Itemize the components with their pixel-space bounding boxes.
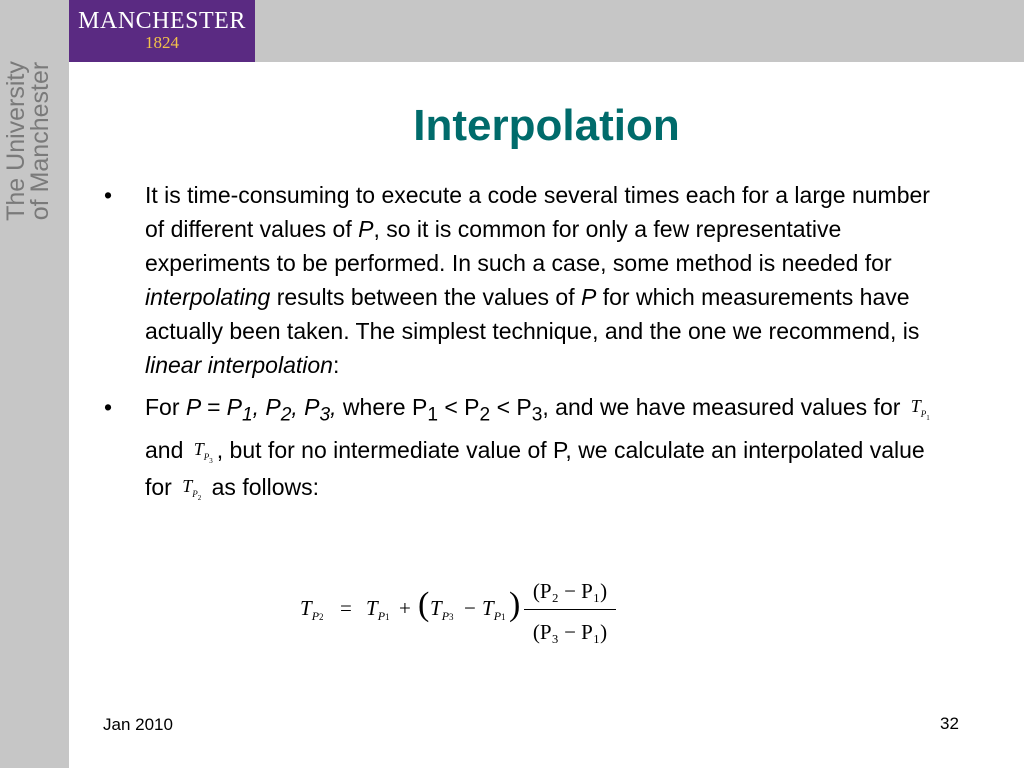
bullet1-text-c: results between the values of	[270, 284, 581, 310]
slide-title: Interpolation	[413, 101, 680, 150]
bullet2-for: For	[145, 394, 186, 420]
bullet2-text-c: as follows:	[205, 473, 320, 500]
footer-date: Jan 2010	[103, 715, 173, 734]
symbol-t-p1: $T_{P_1}$	[910, 396, 930, 422]
equation-lhs: $T_{P2}$	[300, 596, 324, 624]
manchester-logo	[69, 0, 255, 62]
bullet1-text-d: for which measurements have actually been taken. The simplest technique, and the one we recommend, is	[145, 284, 920, 344]
fraction-denominator: (P₃ − P₁)	[532, 620, 608, 644]
page-number: 32	[940, 714, 959, 733]
equation-close-paren: )	[509, 586, 521, 623]
equation-plus: +	[399, 596, 411, 620]
fraction-bar	[524, 609, 616, 610]
bullet1-var-p: P	[358, 216, 374, 242]
vertical-brand-line1: The University	[2, 61, 30, 221]
vertical-brand-line2: of Manchester	[26, 61, 54, 221]
equation-open-paren: (	[418, 586, 430, 623]
bullet2-and: and	[145, 436, 190, 463]
symbol-t-p2: $T_{P_2}$	[182, 475, 202, 502]
equation-minus: −	[464, 596, 476, 620]
logo-year: 1824	[145, 33, 179, 52]
bullet1-text-e: :	[332, 352, 340, 378]
logo-name: MANCHESTER	[78, 8, 246, 34]
bullet-1	[100, 178, 950, 382]
bullet1-text-b: , so it is common for only a few representative experiments to be performed. In such a case, some method is needed for	[145, 216, 892, 276]
bullet1-emphasis-linear: linear interpolation	[145, 352, 333, 378]
bullet2-where: where P	[336, 394, 428, 420]
bullet1-var-p2: P	[581, 284, 597, 310]
equation-t-p3: $T_{P3}$	[430, 596, 454, 624]
equation-t-p1b: $T_{P1}$	[482, 596, 506, 624]
bullet2-text-a: , and we have measured values for	[542, 394, 907, 420]
bullet-2: • For $P = P_1$, $P_2$, $P_3$, where $P_1 < P_2 < P_3$, and we have measured values for $T_{P_1}$ and $T_{P_3}$ , but for no intermediate value of P, we calculate an interpolated value for $T_{P_2}$ as follows:	[100, 390, 950, 507]
bullet2-vars: $P = P_1$, $P_2$, $P_3$,	[185, 394, 337, 426]
vertical-university-name	[4, 56, 52, 226]
symbol-t-p3: $T_{P_3}$	[193, 438, 213, 465]
bullet1-emphasis-interpolating: interpolating	[145, 284, 271, 310]
bullet2-text-b: , but for no intermediate value of P, we calculate an interpolated value for	[145, 436, 925, 500]
fraction-numerator: (P₂ − P₁)	[532, 579, 608, 603]
equation-equals: =	[340, 596, 352, 620]
equation-fraction	[522, 572, 617, 652]
bullet-dot: •	[104, 182, 113, 208]
bullet-dot: •	[104, 394, 113, 420]
bullet-list	[100, 178, 950, 507]
interpolation-equation	[300, 572, 640, 652]
bullet1-text-a: It is time-consuming to execute a code several times each for a large number of different values of	[145, 182, 930, 242]
equation-t-p1: $T_{P1}$	[366, 596, 390, 624]
